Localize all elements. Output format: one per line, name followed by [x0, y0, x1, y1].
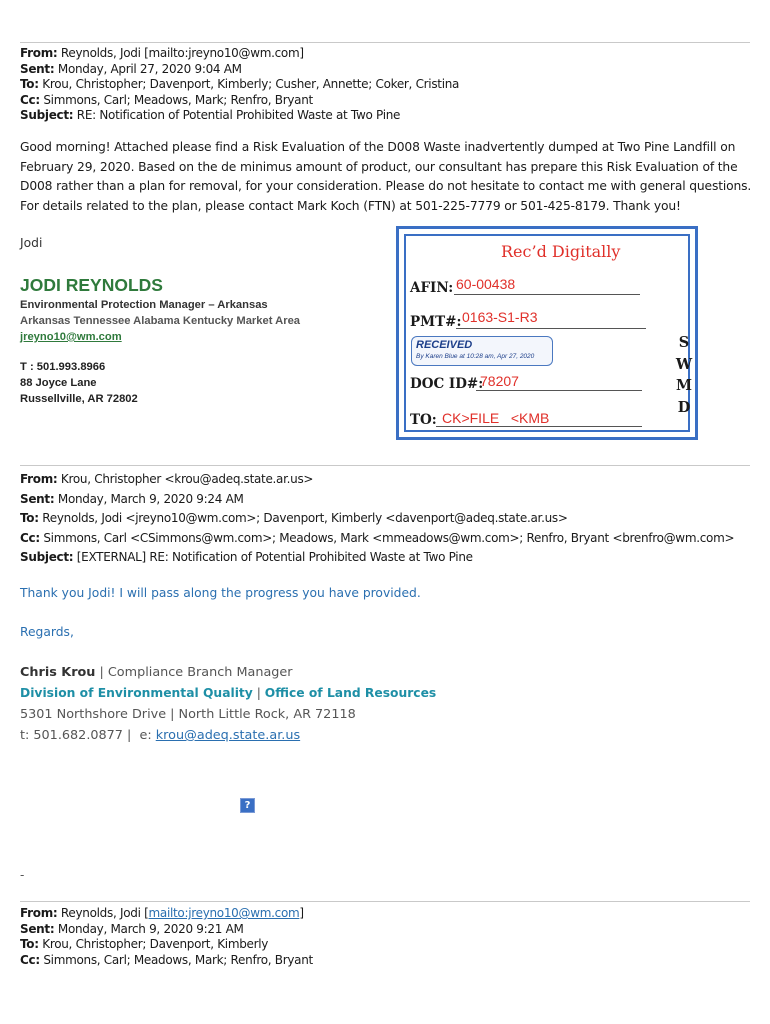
- stamp-doc-label: DOC ID#:: [410, 376, 484, 392]
- signature2-sep: |: [95, 665, 108, 680]
- signature1-phone: T : 501.993.8966: [20, 361, 106, 373]
- signature2-contact-line: [20, 728, 300, 743]
- stamp-pmt-label: PMT#:: [410, 314, 462, 330]
- separator-dash: -: [20, 868, 25, 882]
- signature2-email-link[interactable]: krou@adeq.state.ar.us: [155, 728, 301, 743]
- signature1-email-link[interactable]: jreyno10@wm.com: [20, 331, 122, 343]
- email1-sent: Sent: Monday, April 27, 2020 9:04 AM: [20, 61, 242, 76]
- signature1-address2: Russellville, AR 72802: [20, 393, 138, 405]
- stamp-swmd-letter: S: [678, 334, 690, 351]
- email2-header: [20, 470, 734, 568]
- stamp-doc-underline: [476, 390, 642, 391]
- email1-from: From: Reynolds, Jodi [mailto:jreyno10@wm.com]: [20, 46, 304, 60]
- received-stamp: [396, 226, 698, 440]
- email3-to: To: Krou, Christopher; Davenport, Kimberly: [20, 937, 269, 951]
- signature2-title: Compliance Branch Manager: [107, 665, 293, 680]
- received-badge-by: By Karen Blue at 10:28 am, Apr 27, 2020: [416, 353, 535, 360]
- stamp-to-underline: [436, 426, 642, 427]
- stamp-swmd-letter: W: [675, 355, 693, 373]
- email2-body: Thank you Jodi! I will pass along the progress you have provided.: [20, 586, 421, 600]
- email1-signoff: Jodi: [20, 236, 43, 250]
- email1-subject: Subject: RE: Notification of Potential Prohibited Waste at Two Pine: [20, 108, 401, 122]
- email3-cc: Cc: Simmons, Carl; Meadows, Mark; Renfro, Bryant: [20, 952, 313, 967]
- signature2-name: Chris Krou: [20, 665, 96, 680]
- email2-regards: Regards,: [20, 625, 74, 639]
- email2-to: To: Reynolds, Jodi <jreyno10@wm.com>; Davenport, Kimberly <davenport@adeq.state.ar.us>: [20, 511, 568, 525]
- signature2-division-line: [20, 686, 436, 700]
- email1-header: [20, 46, 459, 124]
- email2-subject: Subject: [EXTERNAL] RE: Notification of Potential Prohibited Waste at Two Pine: [20, 550, 473, 564]
- signature1-name: JODI REYNOLDS: [20, 275, 163, 295]
- received-badge: [411, 336, 553, 366]
- stamp-doc-value: 78207: [480, 373, 519, 389]
- stamp-afin-value: 60-00438: [456, 276, 516, 292]
- received-badge-title: RECEIVED: [416, 339, 473, 351]
- stamp-to-value: CK>FILE <KMB: [442, 410, 550, 426]
- broken-image-icon[interactable]: ?: [240, 798, 255, 813]
- divider-bottom: [20, 901, 750, 902]
- stamp-swmd-letter: D: [677, 398, 691, 416]
- email1-cc: Cc: Simmons, Carl; Meadows, Mark; Renfro, Bryant: [20, 92, 313, 107]
- email2-sent: Sent: Monday, March 9, 2020 9:24 AM: [20, 491, 244, 506]
- stamp-swmd-letter: M: [675, 377, 693, 394]
- stamp-pmt-underline: [456, 328, 646, 329]
- stamp-inner-border: [404, 234, 693, 432]
- email1-body: Good morning! Attached please find a Risk Evaluation of the D008 Waste inadvertently dumped at Two Pine Landfill on February 29, 2020. Based on the de minimus amount of product, our consultant has prepare this Risk Evaluation of the D008 rather than a plan for removal, for your consideration. Please do not hesitate to contact me with general questions. For details related to the plan, please contact Mark Koch (FTN) at 501-225-7779 or 501-425-8179. Thank you!: [20, 140, 752, 213]
- stamp-afin-label: AFIN:: [410, 280, 454, 296]
- signature1-contact: [20, 359, 138, 407]
- signature1-area: Arkansas Tennessee Alabama Kentucky Market Area: [20, 315, 301, 327]
- divider-top: [20, 42, 750, 43]
- email2-cc: Cc: Simmons, Carl <CSimmons@wm.com>; Meadows, Mark <mmeadows@wm.com>; Renfro, Bryant <brenfro@wm.com>: [20, 530, 735, 545]
- signature2-name-line: [20, 665, 293, 680]
- signature1-title: Environmental Protection Manager – Arkansas: [20, 299, 268, 311]
- signature2-office: Office of Land Resources: [264, 686, 437, 700]
- divider-middle: [20, 465, 750, 466]
- signature1-block: [20, 297, 300, 345]
- stamp-pmt-value: 0163-S1-R3: [462, 309, 538, 325]
- email1-to: To: Krou, Christopher; Davenport, Kimberly; Cusher, Annette; Coker, Cristina: [20, 77, 460, 91]
- email3-header: [20, 906, 313, 968]
- stamp-title: Rec’d Digitally: [501, 242, 621, 261]
- signature1-address1: 88 Joyce Lane: [20, 377, 97, 389]
- stamp-afin-underline: [454, 294, 640, 295]
- signature2-phone: t: 501.682.0877 | e:: [20, 728, 156, 743]
- signature2-address: 5301 Northshore Drive | North Little Rock, AR 72118: [20, 707, 356, 722]
- signature2-sep: |: [252, 686, 265, 700]
- stamp-to-label: TO:: [410, 412, 437, 428]
- email2-from: From: Krou, Christopher <krou@adeq.state.ar.us>: [20, 472, 314, 486]
- email3-from-link[interactable]: mailto:jreyno10@wm.com: [148, 906, 300, 920]
- email3-from: From: Reynolds, Jodi [mailto:jreyno10@wm.com]: [20, 906, 304, 920]
- signature2-division: Division of Environmental Quality: [20, 686, 253, 700]
- stamp-swmd: [674, 332, 694, 418]
- email3-sent: Sent: Monday, March 9, 2020 9:21 AM: [20, 921, 244, 936]
